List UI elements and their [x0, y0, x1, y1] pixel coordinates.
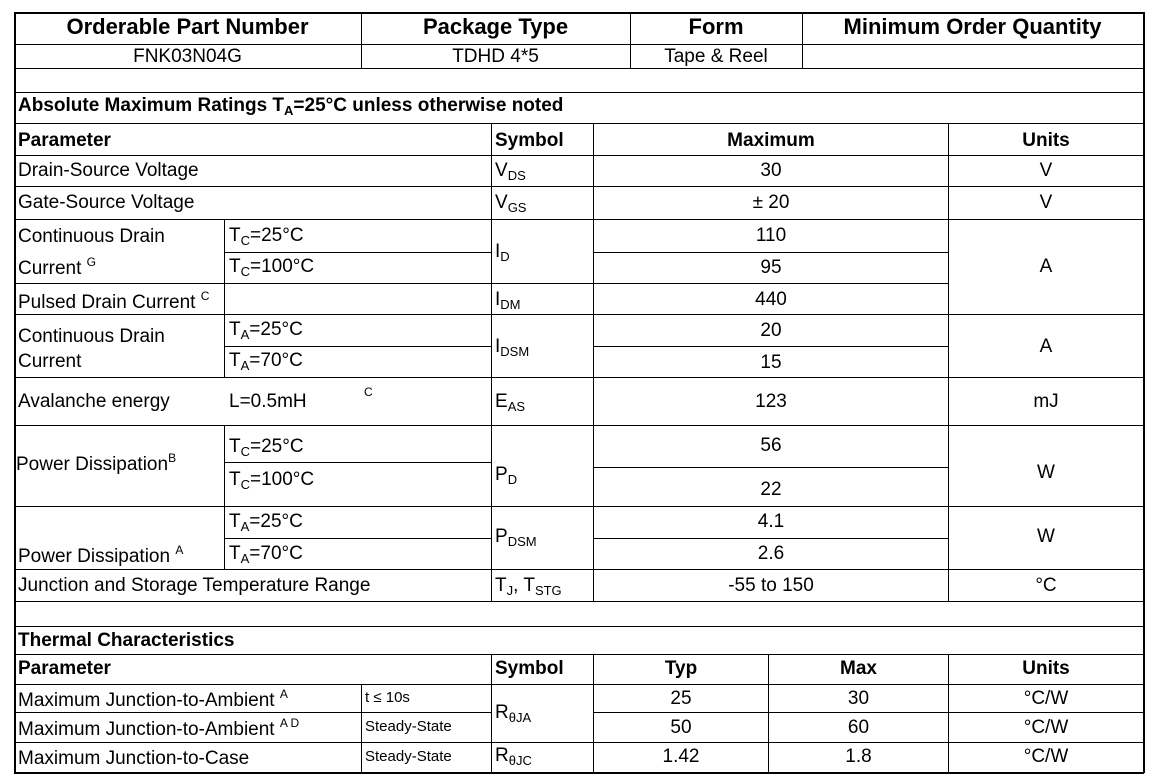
thermal-header-parameter: Parameter — [18, 658, 111, 679]
order-header-part-number: Orderable Part Number — [66, 14, 309, 39]
rja-symbol: $R_{\theta JA}$ — [495, 702, 532, 725]
eas-symbol: $E_{AS}$ — [495, 391, 526, 414]
pd-condition-1: $T_C=25^\circ C$ — [229, 436, 304, 459]
thermal-condition: Steady-State — [365, 748, 452, 765]
abs-max-title: Absolute Maximum Ratings $T_A=25^\circ C$ unless otherwise noted — [18, 95, 564, 118]
vds-symbol: $V_{DS}$ — [495, 160, 526, 183]
thermal-units: °C/W — [1023, 746, 1069, 767]
vds-parameter: Drain-Source Voltage — [18, 160, 199, 181]
thermal-header-max: Max — [840, 658, 877, 679]
pd-condition-2: $T_C=100^\circ C$ — [229, 469, 315, 492]
thermal-parameter: Maximum Junction-to-Ambient $^A$ — [18, 687, 288, 711]
pdsm-maximum-2: 2.6 — [757, 543, 785, 564]
pdsm-condition-1: $T_A=25^\circ C$ — [229, 511, 303, 534]
thermal-header-symbol: Symbol — [495, 658, 564, 679]
idm-symbol: $I_{DM}$ — [495, 289, 521, 312]
thermal-max: 60 — [847, 717, 870, 738]
thermal-condition: Steady-State — [365, 718, 452, 735]
id-parameter-line2: Current $^G$ — [18, 255, 96, 279]
tj-parameter: Junction and Storage Temperature Range — [18, 575, 371, 596]
idsm-condition-2: $T_A=70^\circ C$ — [229, 350, 303, 373]
tj-symbol: $T_J$, $T_{STG}$ — [495, 575, 562, 598]
eas-units: mJ — [1033, 391, 1059, 412]
idsm-maximum-2: 15 — [760, 352, 782, 373]
thermal-typ: 1.42 — [662, 746, 700, 767]
tj-units: °C — [1035, 575, 1057, 596]
id-maximum-2: 95 — [760, 257, 782, 278]
pdsm-units: W — [1037, 526, 1055, 547]
thermal-max: 30 — [847, 688, 870, 709]
idsm-maximum-1: 20 — [760, 320, 782, 341]
thermal-typ: 50 — [670, 717, 692, 738]
vgs-units: V — [1039, 192, 1053, 213]
thermal-parameter: Maximum Junction-to-Ambient $^{A D}$ — [18, 716, 300, 740]
order-header-package-type: Package Type — [422, 14, 569, 39]
vds-units: V — [1039, 160, 1053, 181]
idsm-condition-1: $T_A=25^\circ C$ — [229, 319, 303, 342]
pdsm-symbol: $P_{DSM}$ — [495, 526, 537, 549]
rjc-symbol: $R_{\theta JC}$ — [495, 745, 532, 768]
id-units: A — [1039, 256, 1053, 277]
thermal-max: 1.8 — [845, 746, 872, 767]
idm-parameter: Pulsed Drain Current $^C$ — [18, 289, 210, 313]
id-parameter-line1: Continuous Drain — [18, 226, 165, 247]
thermal-parameter: Maximum Junction-to-Case — [18, 748, 250, 769]
pd-parameter: Power Dissipation$^B$ — [16, 451, 177, 475]
order-header-min-qty: Minimum Order Quantity — [843, 14, 1102, 39]
eas-maximum: 123 — [755, 391, 787, 412]
thermal-units: °C/W — [1023, 688, 1069, 709]
idm-maximum: 440 — [755, 289, 787, 310]
idsm-parameter-line1: Continuous Drain — [18, 326, 165, 347]
id-condition-1: $T_C=25^\circ C$ — [229, 225, 304, 248]
eas-condition: L=0.5mH — [229, 391, 307, 412]
idsm-parameter-line2: Current — [18, 351, 82, 372]
id-maximum-1: 110 — [755, 225, 787, 246]
eas-footnote: C — [364, 385, 373, 399]
vgs-maximum: ± 20 — [752, 192, 790, 213]
id-symbol: $I_D$ — [495, 241, 510, 264]
abs-header-symbol: Symbol — [495, 130, 564, 151]
thermal-header-units: Units — [1022, 658, 1070, 679]
thermal-condition: t ≤ 10s — [365, 689, 410, 706]
order-form: Tape & Reel — [664, 46, 768, 67]
vgs-parameter: Gate-Source Voltage — [18, 192, 195, 213]
eas-parameter: Avalanche energy — [18, 391, 170, 412]
thermal-title: Thermal Characteristics — [18, 630, 235, 651]
order-part-number: FNK03N04G — [133, 46, 242, 67]
vds-maximum: 30 — [760, 160, 782, 181]
thermal-typ: 25 — [670, 688, 692, 709]
pdsm-condition-2: $T_A=70^\circ C$ — [229, 543, 303, 566]
thermal-units: °C/W — [1023, 717, 1069, 738]
thermal-header-typ: Typ — [664, 658, 698, 679]
order-header-form: Form — [688, 14, 744, 39]
abs-header-units: Units — [1022, 130, 1070, 151]
id-condition-2: $T_C=100^\circ C$ — [229, 256, 315, 279]
abs-header-maximum: Maximum — [727, 130, 815, 151]
pd-units: W — [1037, 462, 1055, 483]
pdsm-maximum-1: 4.1 — [757, 511, 785, 532]
idsm-units: A — [1039, 336, 1053, 357]
pd-symbol: $P_D$ — [495, 464, 518, 487]
pdsm-parameter: Power Dissipation $^A$ — [18, 543, 184, 567]
tj-maximum: -55 to 150 — [728, 575, 814, 596]
vgs-symbol: $V_{GS}$ — [495, 192, 527, 215]
pd-maximum-2: 22 — [760, 479, 782, 500]
abs-header-parameter: Parameter — [18, 130, 111, 151]
pd-maximum-1: 56 — [760, 435, 782, 456]
order-package-type: TDHD 4*5 — [452, 46, 539, 67]
idsm-symbol: $I_{DSM}$ — [495, 336, 530, 359]
